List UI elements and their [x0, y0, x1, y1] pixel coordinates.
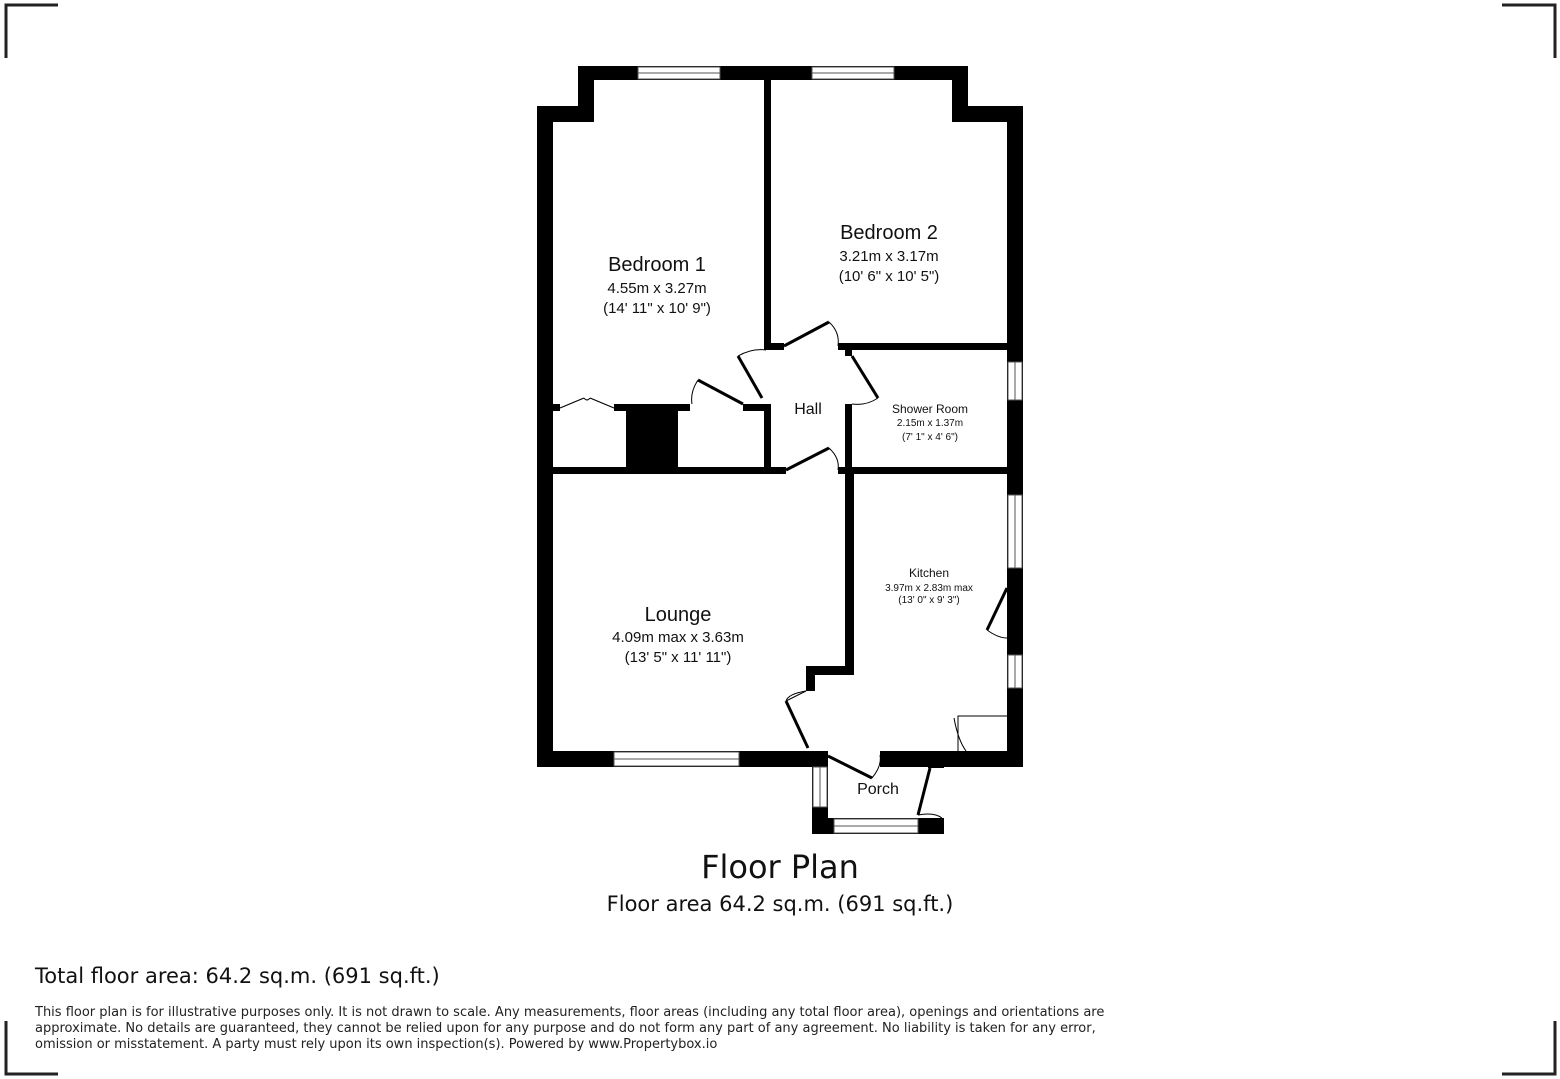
walls [537, 66, 1023, 834]
lounge-imperial: (13' 5" x 11' 11") [624, 649, 732, 666]
window-bedroom2 [812, 67, 894, 79]
window-shower-room [1008, 362, 1022, 400]
plan-floor-area: Floor area 64.2 sq.m. (691 sq.ft.) [606, 892, 954, 916]
door-bedroom1 [738, 350, 766, 398]
door-bedroom2 [784, 322, 838, 346]
kitchen-metric: 3.97m x 2.83m max [885, 583, 973, 594]
cupboard-door [692, 380, 743, 404]
corner-mark-bottom-right [1500, 1019, 1560, 1079]
kitchen-stairs [954, 716, 1007, 751]
total-floor-area: Total floor area: 64.2 sq.m. (691 sq.ft.) [35, 964, 440, 988]
room-label-kitchen [885, 566, 973, 606]
bedroom1-metric: 4.55m x 3.27m [607, 280, 707, 297]
room-label-bedroom2 [839, 222, 940, 285]
door-porch-front [918, 768, 942, 818]
window-kitchen-lower [1008, 655, 1022, 688]
window-bedroom1 [638, 67, 720, 79]
room-label-lounge [612, 604, 744, 666]
room-label-porch [857, 781, 899, 798]
kitchen-imperial: (13' 0" x 9' 3") [898, 595, 960, 606]
hall-name: Hall [794, 401, 822, 418]
room-label-shower-room [892, 402, 968, 443]
window-porch-front [834, 819, 918, 833]
plan-title: Floor Plan [701, 848, 859, 886]
door-kitchen-side [987, 588, 1007, 638]
shower-room-metric: 2.15m x 1.37m [896, 418, 964, 429]
bedroom2-metric: 3.21m x 3.17m [839, 248, 939, 265]
bedroom2-imperial: (10' 6" x 10' 5") [838, 268, 940, 285]
disclaimer-text: This floor plan is for illustrative purposes only. It is not drawn to scale. Any measurements, floor areas (including any total floor area), openings and orientations are approximate. No details are guaranteed, they cannot be relied upon for any purpose and do not form any part of any agreement. No liability is taken for any error, omission or misstatement. A party must rely upon its own inspection(s). Powered by www.Propertybox.io [35, 1005, 1105, 1052]
door-shower-room [852, 356, 878, 404]
bedroom1-name: Bedroom 1 [608, 254, 706, 276]
wardrobe-doors-left [560, 398, 614, 408]
bedroom2-name: Bedroom 2 [840, 222, 938, 244]
bedroom1-imperial: (14' 11" x 10' 9") [603, 300, 711, 317]
lounge-name: Lounge [644, 604, 712, 626]
room-label-hall [794, 401, 822, 418]
door-lounge [786, 448, 838, 470]
shower-room-name: Shower Room [891, 402, 969, 416]
window-kitchen-upper [1008, 495, 1022, 568]
shower-room-imperial: (7' 1" x 4' 6") [902, 432, 958, 443]
kitchen-name: Kitchen [908, 566, 950, 580]
window-lounge [614, 752, 739, 766]
window-porch-side [813, 767, 827, 807]
lounge-metric: 4.09m max x 3.63m [612, 629, 744, 646]
door-porch-inner [828, 755, 880, 778]
porch-name: Porch [857, 781, 899, 798]
room-label-bedroom1 [603, 254, 711, 317]
door-lounge-kitchen [786, 691, 808, 748]
